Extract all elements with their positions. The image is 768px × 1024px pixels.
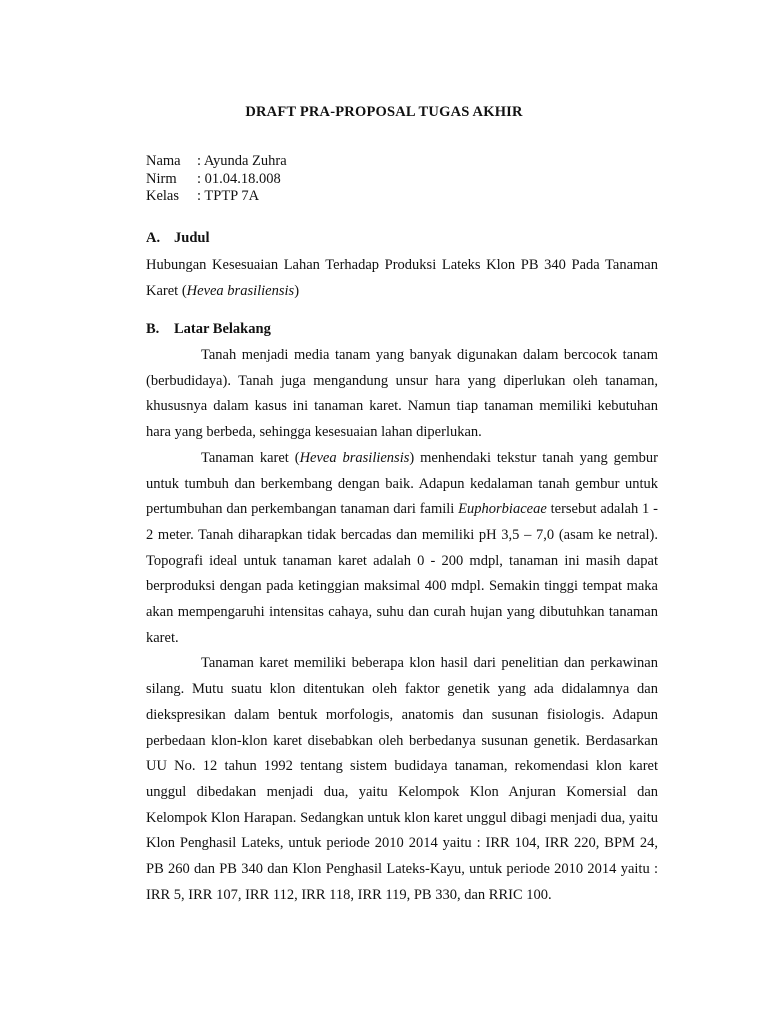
judul-text [146, 253, 658, 304]
identity-value: : 01.04.18.008 [197, 170, 281, 187]
section-letter: B. [146, 321, 160, 337]
identity-row-nirm [146, 171, 287, 189]
identity-value: : TPTP 7A [197, 188, 260, 204]
student-identity [146, 153, 287, 206]
section-heading [146, 230, 658, 247]
section-judul [146, 230, 658, 304]
paragraph-text: Tanaman karet ( [201, 449, 300, 466]
paragraph-2 [146, 446, 658, 652]
identity-row-name [146, 153, 287, 171]
section-latar-belakang [146, 321, 658, 908]
latar-belakang-body [146, 343, 658, 908]
paragraph-1: Tanah menjadi media tanam yang banyak digunakan dalam bercocok tanam (berbudidaya). Tanah juga mengandung unsur hara yang diperlukan oleh tanaman, khususnya dalam kasus ini tanaman karet. Namun tiap tanaman memiliki kebutuhan hara yang berbeda, sehingga kesesuaian lahan diperlukan. [146, 347, 658, 441]
paragraph-text: ) menhendaki tekstur tanah yang gembur untuk tumbuh dan berkembang dengan baik. Adapun kedalaman tanah gembur untuk pertumbuhan dan perkembangan tanaman dari famili [146, 449, 658, 518]
identity-key: Nama [146, 153, 181, 169]
section-heading [146, 321, 658, 338]
document-title: DRAFT PRA-PROPOSAL TUGAS AKHIR [245, 104, 523, 120]
section-letter: A. [146, 230, 161, 246]
paragraph-italic: Euphorbiaceae [458, 501, 547, 518]
paragraph-italic: Hevea brasiliensis [299, 449, 410, 466]
judul-text-part: Hubungan Kesesuaian Lahan Terhadap Produksi Lateks Klon PB 340 Pada Tanaman Karet ( [146, 257, 658, 299]
identity-value: : Ayunda Zuhra [197, 153, 287, 169]
judul-text-italic: Hevea brasiliensis [186, 282, 295, 299]
identity-key: Kelas [146, 188, 180, 204]
identity-key: Nirm [146, 170, 177, 187]
judul-text-part: ) [294, 282, 300, 299]
paragraph-3: Tanaman karet memiliki beberapa klon hasil dari penelitian dan perkawinan silang. Mutu suatu klon ditentukan oleh faktor genetik yang ada didalamnya dan diekspresikan dalam bentuk morfologis, anatomis dan susunan fisiologis. Adapun perbedaan klon-klon karet disebabkan oleh berbedanya susunan genetik. Berdasarkan UU No. 12 tahun 1992 tentang sistem budidaya tanaman, rekomendasi klon karet unggul dibedakan menjadi dua, yaitu Kelompok Klon Anjuran Komersial dan Kelompok Klon Harapan. Sedangkan untuk klon karet unggul dibagi menjadi dua, yaitu Klon Penghasil Lateks, untuk periode 2010 2014 yaitu : IRR 104, IRR 220, BPM 24, PB 260 dan PB 340 dan Klon Penghasil Lateks-Kayu, untuk periode 2010 2014 yaitu : IRR 5, IRR 107, IRR 112, IRR 118, IRR 119, PB 330, dan RRIC 100. [146, 655, 658, 903]
paragraph-text: tersebut adalah 1 - 2 meter. Tanah diharapkan tidak bercadas dan memiliki pH 3,5 – 7,0 (asam ke netral). Topografi ideal untuk tanaman karet adalah 0 - 200 mdpl, tanaman ini masih dapat berproduksi dengan pada ketinggian maksimal 400 mdpl. Semakin tinggi tempat maka akan mempengaruhi intensitas cahaya, suhu dan curah hujan yang dibutuhkan tanaman karet. [146, 501, 658, 646]
identity-row-kelas [146, 188, 287, 206]
section-title: Latar Belakang [174, 321, 271, 337]
section-title: Judul [174, 230, 210, 246]
